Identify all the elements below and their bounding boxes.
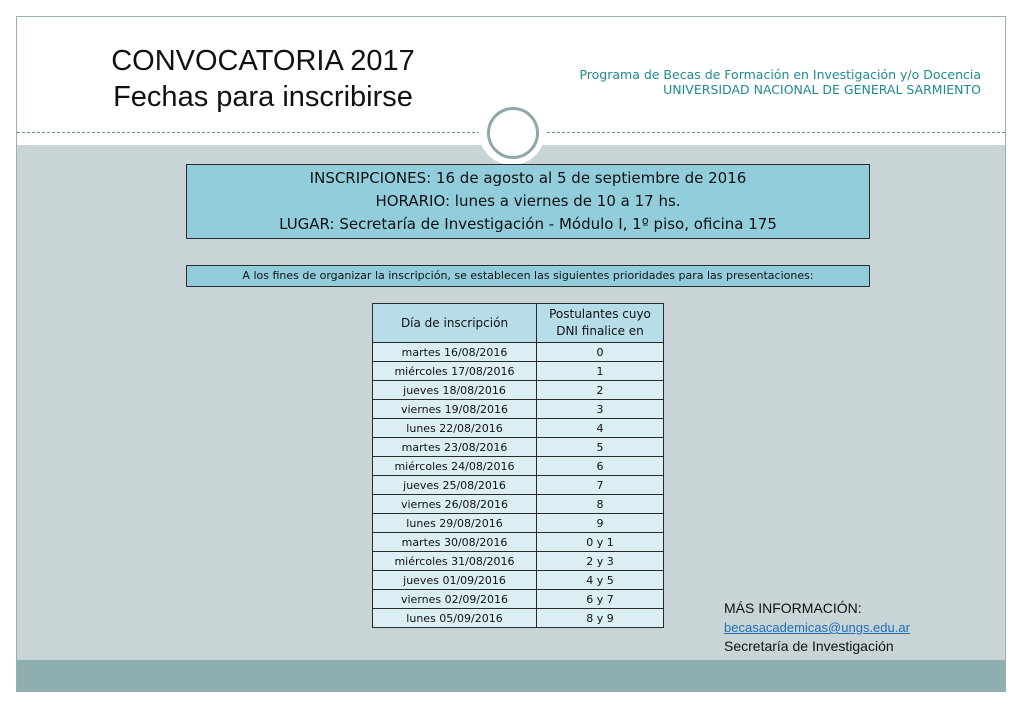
- day-cell: martes 16/08/2016: [373, 343, 537, 362]
- more-info-block: [724, 599, 910, 656]
- dni-cell: 4: [537, 419, 664, 438]
- table-row: [373, 590, 664, 609]
- program-name: Programa de Becas de Formación en Investigación y/o Docencia: [579, 67, 981, 82]
- day-cell: miércoles 24/08/2016: [373, 457, 537, 476]
- day-cell: lunes 22/08/2016: [373, 419, 537, 438]
- table-row: [373, 571, 664, 590]
- table-row: [373, 457, 664, 476]
- table-row: [373, 438, 664, 457]
- day-cell: jueves 01/09/2016: [373, 571, 537, 590]
- dni-cell: 5: [537, 438, 664, 457]
- program-subtitle: [579, 67, 981, 97]
- dni-cell: 0: [537, 343, 664, 362]
- registration-info-box: [186, 164, 870, 239]
- dni-cell: 2 y 3: [537, 552, 664, 571]
- registration-place: LUGAR: Secretaría de Investigación - Módulo I, 1º piso, oficina 175: [279, 215, 777, 233]
- dni-cell: 6: [537, 457, 664, 476]
- dni-cell: 9: [537, 514, 664, 533]
- table-row: [373, 609, 664, 628]
- circle-ornament-icon: [487, 107, 539, 159]
- university-name: UNIVERSIDAD NACIONAL DE GENERAL SARMIENTO: [663, 82, 981, 97]
- priority-note: A los fines de organizar la inscripción, se establecen las siguientes prioridades para las presentaciones:: [186, 265, 870, 287]
- day-cell: miércoles 31/08/2016: [373, 552, 537, 571]
- schedule-table: [372, 303, 664, 628]
- day-cell: miércoles 17/08/2016: [373, 362, 537, 381]
- title-line-2: Fechas para inscribirse: [113, 81, 413, 113]
- dni-cell: 0 y 1: [537, 533, 664, 552]
- column-header-day: Día de inscripción: [373, 304, 537, 343]
- dni-cell: 2: [537, 381, 664, 400]
- dni-cell: 4 y 5: [537, 571, 664, 590]
- registration-hours: HORARIO: lunes a viernes de 10 a 17 hs.: [375, 192, 681, 210]
- day-cell: viernes 02/09/2016: [373, 590, 537, 609]
- more-info-label: MÁS INFORMACIÓN:: [724, 600, 862, 616]
- table-row: [373, 381, 664, 400]
- dni-cell: 3: [537, 400, 664, 419]
- day-cell: viernes 26/08/2016: [373, 495, 537, 514]
- table-row: [373, 514, 664, 533]
- registration-dates: INSCRIPCIONES: 16 de agosto al 5 de septiembre de 2016: [309, 169, 747, 187]
- dni-cell: 6 y 7: [537, 590, 664, 609]
- day-cell: lunes 29/08/2016: [373, 514, 537, 533]
- dni-cell: 8 y 9: [537, 609, 664, 628]
- day-cell: martes 30/08/2016: [373, 533, 537, 552]
- table-header-row: [373, 304, 664, 343]
- column-header-dni: Postulantes cuyo DNI finalice en: [537, 304, 664, 343]
- table-row: [373, 552, 664, 571]
- table-row: [373, 362, 664, 381]
- day-cell: viernes 19/08/2016: [373, 400, 537, 419]
- dni-cell: 7: [537, 476, 664, 495]
- table-row: [373, 419, 664, 438]
- table-row: [373, 476, 664, 495]
- table-row: [373, 400, 664, 419]
- dni-cell: 8: [537, 495, 664, 514]
- page-title: [73, 43, 453, 115]
- table-row: [373, 495, 664, 514]
- slide: [16, 16, 1006, 692]
- email-link[interactable]: becasacademicas@ungs.edu.ar: [724, 620, 910, 635]
- day-cell: jueves 18/08/2016: [373, 381, 537, 400]
- day-cell: jueves 25/08/2016: [373, 476, 537, 495]
- office-name: Secretaría de Investigación: [724, 638, 894, 654]
- dni-cell: 1: [537, 362, 664, 381]
- day-cell: martes 23/08/2016: [373, 438, 537, 457]
- table-row: [373, 343, 664, 362]
- table-row: [373, 533, 664, 552]
- footer-band: [17, 660, 1005, 691]
- title-line-1: CONVOCATORIA 2017: [111, 45, 415, 77]
- day-cell: lunes 05/09/2016: [373, 609, 537, 628]
